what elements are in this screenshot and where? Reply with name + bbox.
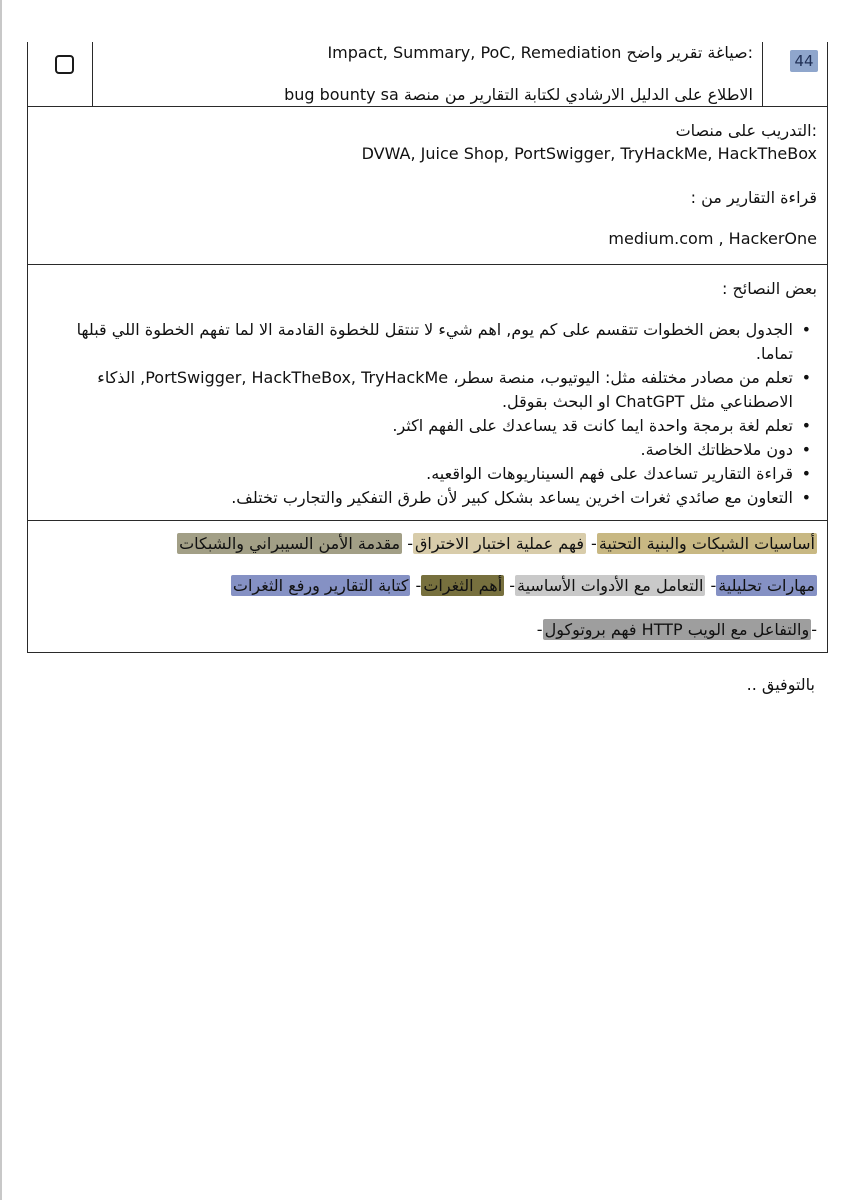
reading-label: قراءة التقارير من : xyxy=(690,188,817,207)
tips-heading: بعض النصائح : xyxy=(721,279,817,298)
column-divider-right xyxy=(762,42,763,106)
row-divider xyxy=(27,264,828,265)
roadmap-line-2: مهارات تحليلية- التعامل مع الأدوات الأساسية- أهم الثغرات- كتابة التقارير ورفع الثغرات xyxy=(232,576,815,595)
list-item: • تعلم من مصادر مختلفه مثل: اليوتيوب، منصة سطر، PortSwigger, HackTheBox, TryHackMe, الذكاء الاصطناعي مثل ChatGPT او البحث بقوقل. xyxy=(55,366,815,414)
roadmap-step: أساسيات الشبكات والبنية التحتية xyxy=(598,534,815,553)
list-item: • قراءة التقارير تساعدك على فهم السيناريوهات الواقعيه. xyxy=(55,462,815,486)
roadmap-step: والتفاعل مع الويب HTTP فهم بروتوكول xyxy=(544,620,810,639)
list-item: • التعاون مع صائدي ثغرات اخرين يساعد بشكل كبير لأن طرق التفكير والتجارب تختلف. xyxy=(55,486,815,510)
list-item: • الجدول بعض الخطوات تتقسم على كم يوم, اهم شيء لا تنتقل للخطوة القادمة الا لما تفهم الخطوة اللي قبلها تماما. xyxy=(55,318,815,366)
roadmap-step: أهم الثغرات xyxy=(423,576,503,595)
completion-checkbox[interactable] xyxy=(55,55,74,74)
row44-line1: :صياغة تقرير واضح Impact, Summary, PoC, Remediation xyxy=(327,43,753,62)
row-divider xyxy=(27,106,828,107)
row44-line2: الاطلاع على الدليل الارشادي لكتابة التقارير من منصة bug bounty sa xyxy=(284,85,753,104)
roadmap-line-3: -والتفاعل مع الويب HTTP فهم بروتوكول- xyxy=(536,620,817,639)
roadmap-step: فهم عملية اختبار الاختراق xyxy=(414,534,584,553)
reading-sources: medium.com , HackerOne xyxy=(608,229,817,248)
roadmap-step: مهارات تحليلية xyxy=(718,576,815,595)
roadmap-step: التعامل مع الأدوات الأساسية xyxy=(517,576,704,595)
training-label: :التدريب على منصات xyxy=(675,121,817,140)
column-divider-left xyxy=(92,42,93,106)
roadmap-step: كتابة التقارير ورفع الثغرات xyxy=(232,576,409,595)
roadmap-line-1: أساسيات الشبكات والبنية التحتية- فهم عملية اختبار الاختراق- مقدمة الأمن السيبراني والشبكات xyxy=(179,534,815,553)
page-edge xyxy=(0,0,2,1200)
list-item: • تعلم لغة برمجة واحدة ايما كانت قد يساعدك على الفهم اكثر. xyxy=(55,414,815,438)
row-divider xyxy=(27,520,828,521)
roadmap-step: مقدمة الأمن السيبراني والشبكات xyxy=(179,534,401,553)
tips-list xyxy=(55,318,815,510)
closing-text: بالتوفيق .. xyxy=(746,675,815,694)
row-number-badge: 44 xyxy=(790,50,818,72)
training-platforms: DVWA, Juice Shop, PortSwigger, TryHackMe, HackTheBox xyxy=(361,144,817,163)
list-item: • دون ملاحظاتك الخاصة. xyxy=(55,438,815,462)
